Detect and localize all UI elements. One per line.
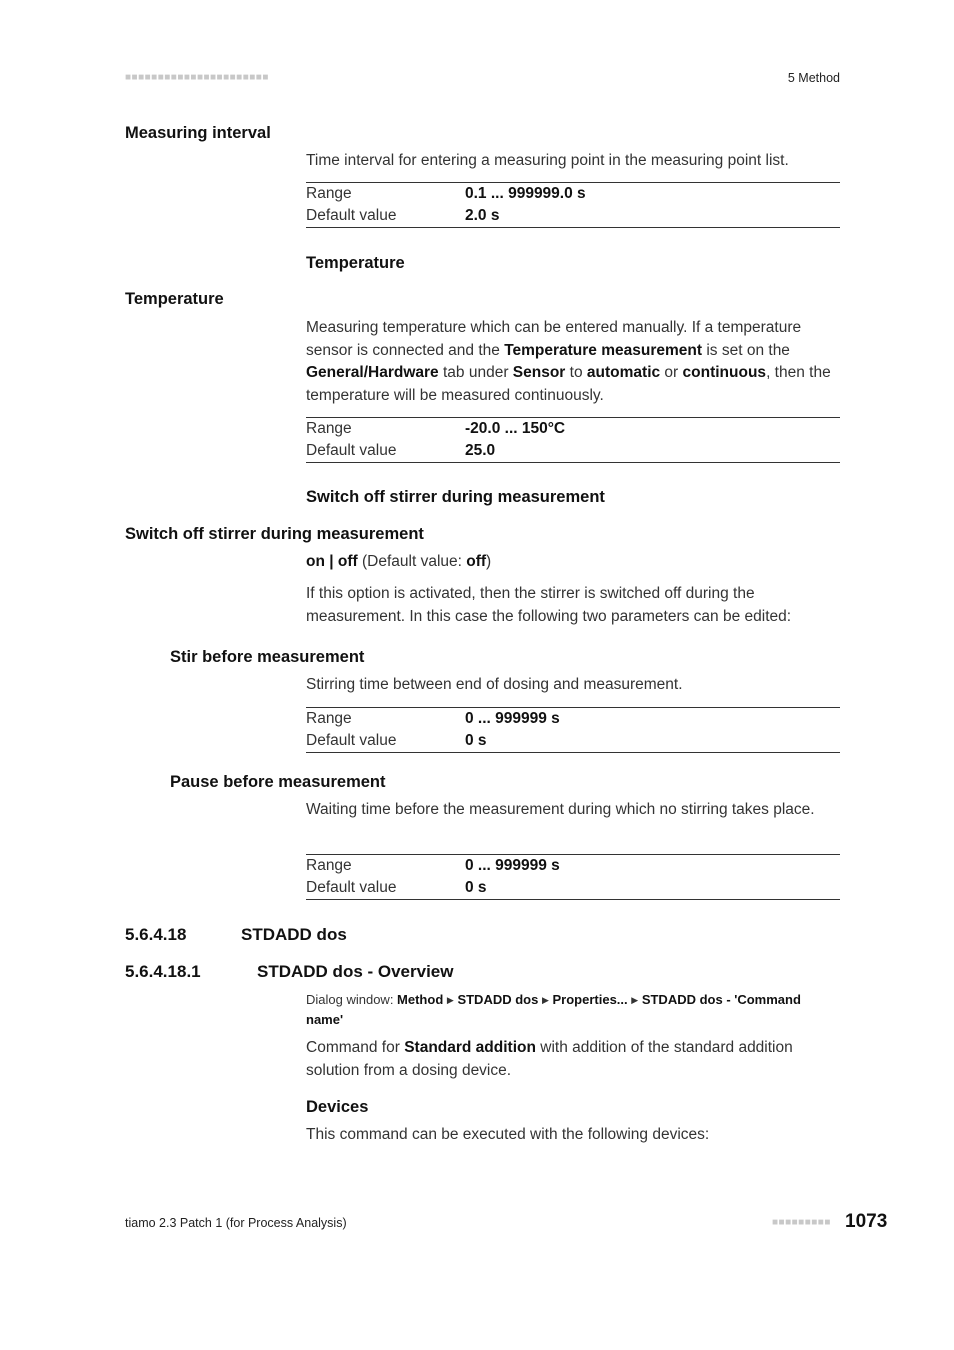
switch-off-description: If this option is activated, then the stirrer is switched off during the measurement. In this case the following two parameters can be edited: <box>306 585 792 625</box>
default-row <box>306 730 840 752</box>
range-value: -20.0 ... 150°C <box>465 420 566 437</box>
default-row <box>306 205 840 227</box>
temperature-table <box>306 417 840 463</box>
default-label: Default value <box>306 442 397 459</box>
section-title: STDADD dos <box>241 925 347 944</box>
range-label: Range <box>306 857 352 874</box>
arrow-right-icon: ▶ <box>541 995 549 1005</box>
footer-product: tiamo 2.3 Patch 1 (for Process Analysis) <box>125 1216 347 1230</box>
range-label: Range <box>306 710 352 727</box>
measuring-interval-table <box>306 182 840 228</box>
default-label: Default value <box>306 207 397 224</box>
chapter-title: 5 Method <box>787 71 840 85</box>
switch-off-title: Switch off stirrer during measurement <box>125 525 424 543</box>
range-row <box>306 708 840 730</box>
measuring-interval-description: Time interval for entering a measuring point in the measuring point list. <box>306 152 789 169</box>
overview-description: Command for Standard addition with addition of the standard addition solution from a dosing device. <box>306 1039 793 1079</box>
dialog-path: Dialog window: Method ▶ STDADD dos ▶ Properties... ▶ STDADD dos - 'Command name' <box>306 992 801 1027</box>
range-row <box>306 855 840 877</box>
temperature-description: Measuring temperature which can be entered manually. If a temperature sensor is connected and the Temperature measurement is set on the General/Hardware tab under Sensor to automatic or continuous, then the temperature will be measured continuously. <box>306 319 831 404</box>
measuring-interval-title: Measuring interval <box>125 124 271 142</box>
pause-before-table <box>306 854 840 900</box>
default-value: 2.0 s <box>465 207 500 224</box>
pause-before-title: Pause before measurement <box>170 773 386 791</box>
subsection-title: STDADD dos - Overview <box>257 962 454 981</box>
switch-off-group-title: Switch off stirrer during measurement <box>306 488 605 506</box>
arrow-right-icon: ▶ <box>446 995 454 1005</box>
temperature-title: Temperature <box>125 290 224 308</box>
default-row <box>306 440 840 462</box>
range-row <box>306 418 840 440</box>
stir-before-description: Stirring time between end of dosing and measurement. <box>306 676 683 693</box>
subsection-number: 5.6.4.18.1 <box>125 962 201 981</box>
default-value: 0 s <box>465 879 487 896</box>
section-number: 5.6.4.18 <box>125 925 187 944</box>
default-label: Default value <box>306 879 397 896</box>
default-row <box>306 877 840 899</box>
arrow-right-icon: ▶ <box>631 995 639 1005</box>
pause-before-description: Waiting time before the measurement during which no stirring takes place. <box>306 801 815 818</box>
page-number: 1073 <box>845 1211 888 1232</box>
switch-off-options: on | off (Default value: off) <box>306 553 492 570</box>
range-value: 0 ... 999999 s <box>465 710 560 727</box>
range-label: Range <box>306 420 352 437</box>
stir-before-table <box>306 707 840 753</box>
range-row <box>306 183 840 205</box>
footer-decoration: ■■■■■■■■■ <box>772 1217 831 1228</box>
range-value: 0 ... 999999 s <box>465 857 560 874</box>
range-value: 0.1 ... 999999.0 s <box>465 185 586 202</box>
devices-title: Devices <box>306 1098 369 1116</box>
default-label: Default value <box>306 732 397 749</box>
default-value: 25.0 <box>465 442 496 459</box>
range-label: Range <box>306 185 352 202</box>
temperature-group-title: Temperature <box>306 254 405 272</box>
default-value: 0 s <box>465 732 487 749</box>
stir-before-title: Stir before measurement <box>170 648 365 666</box>
header-decoration: ■■■■■■■■■■■■■■■■■■■■■■ <box>125 72 269 83</box>
devices-description: This command can be executed with the following devices: <box>306 1126 710 1143</box>
